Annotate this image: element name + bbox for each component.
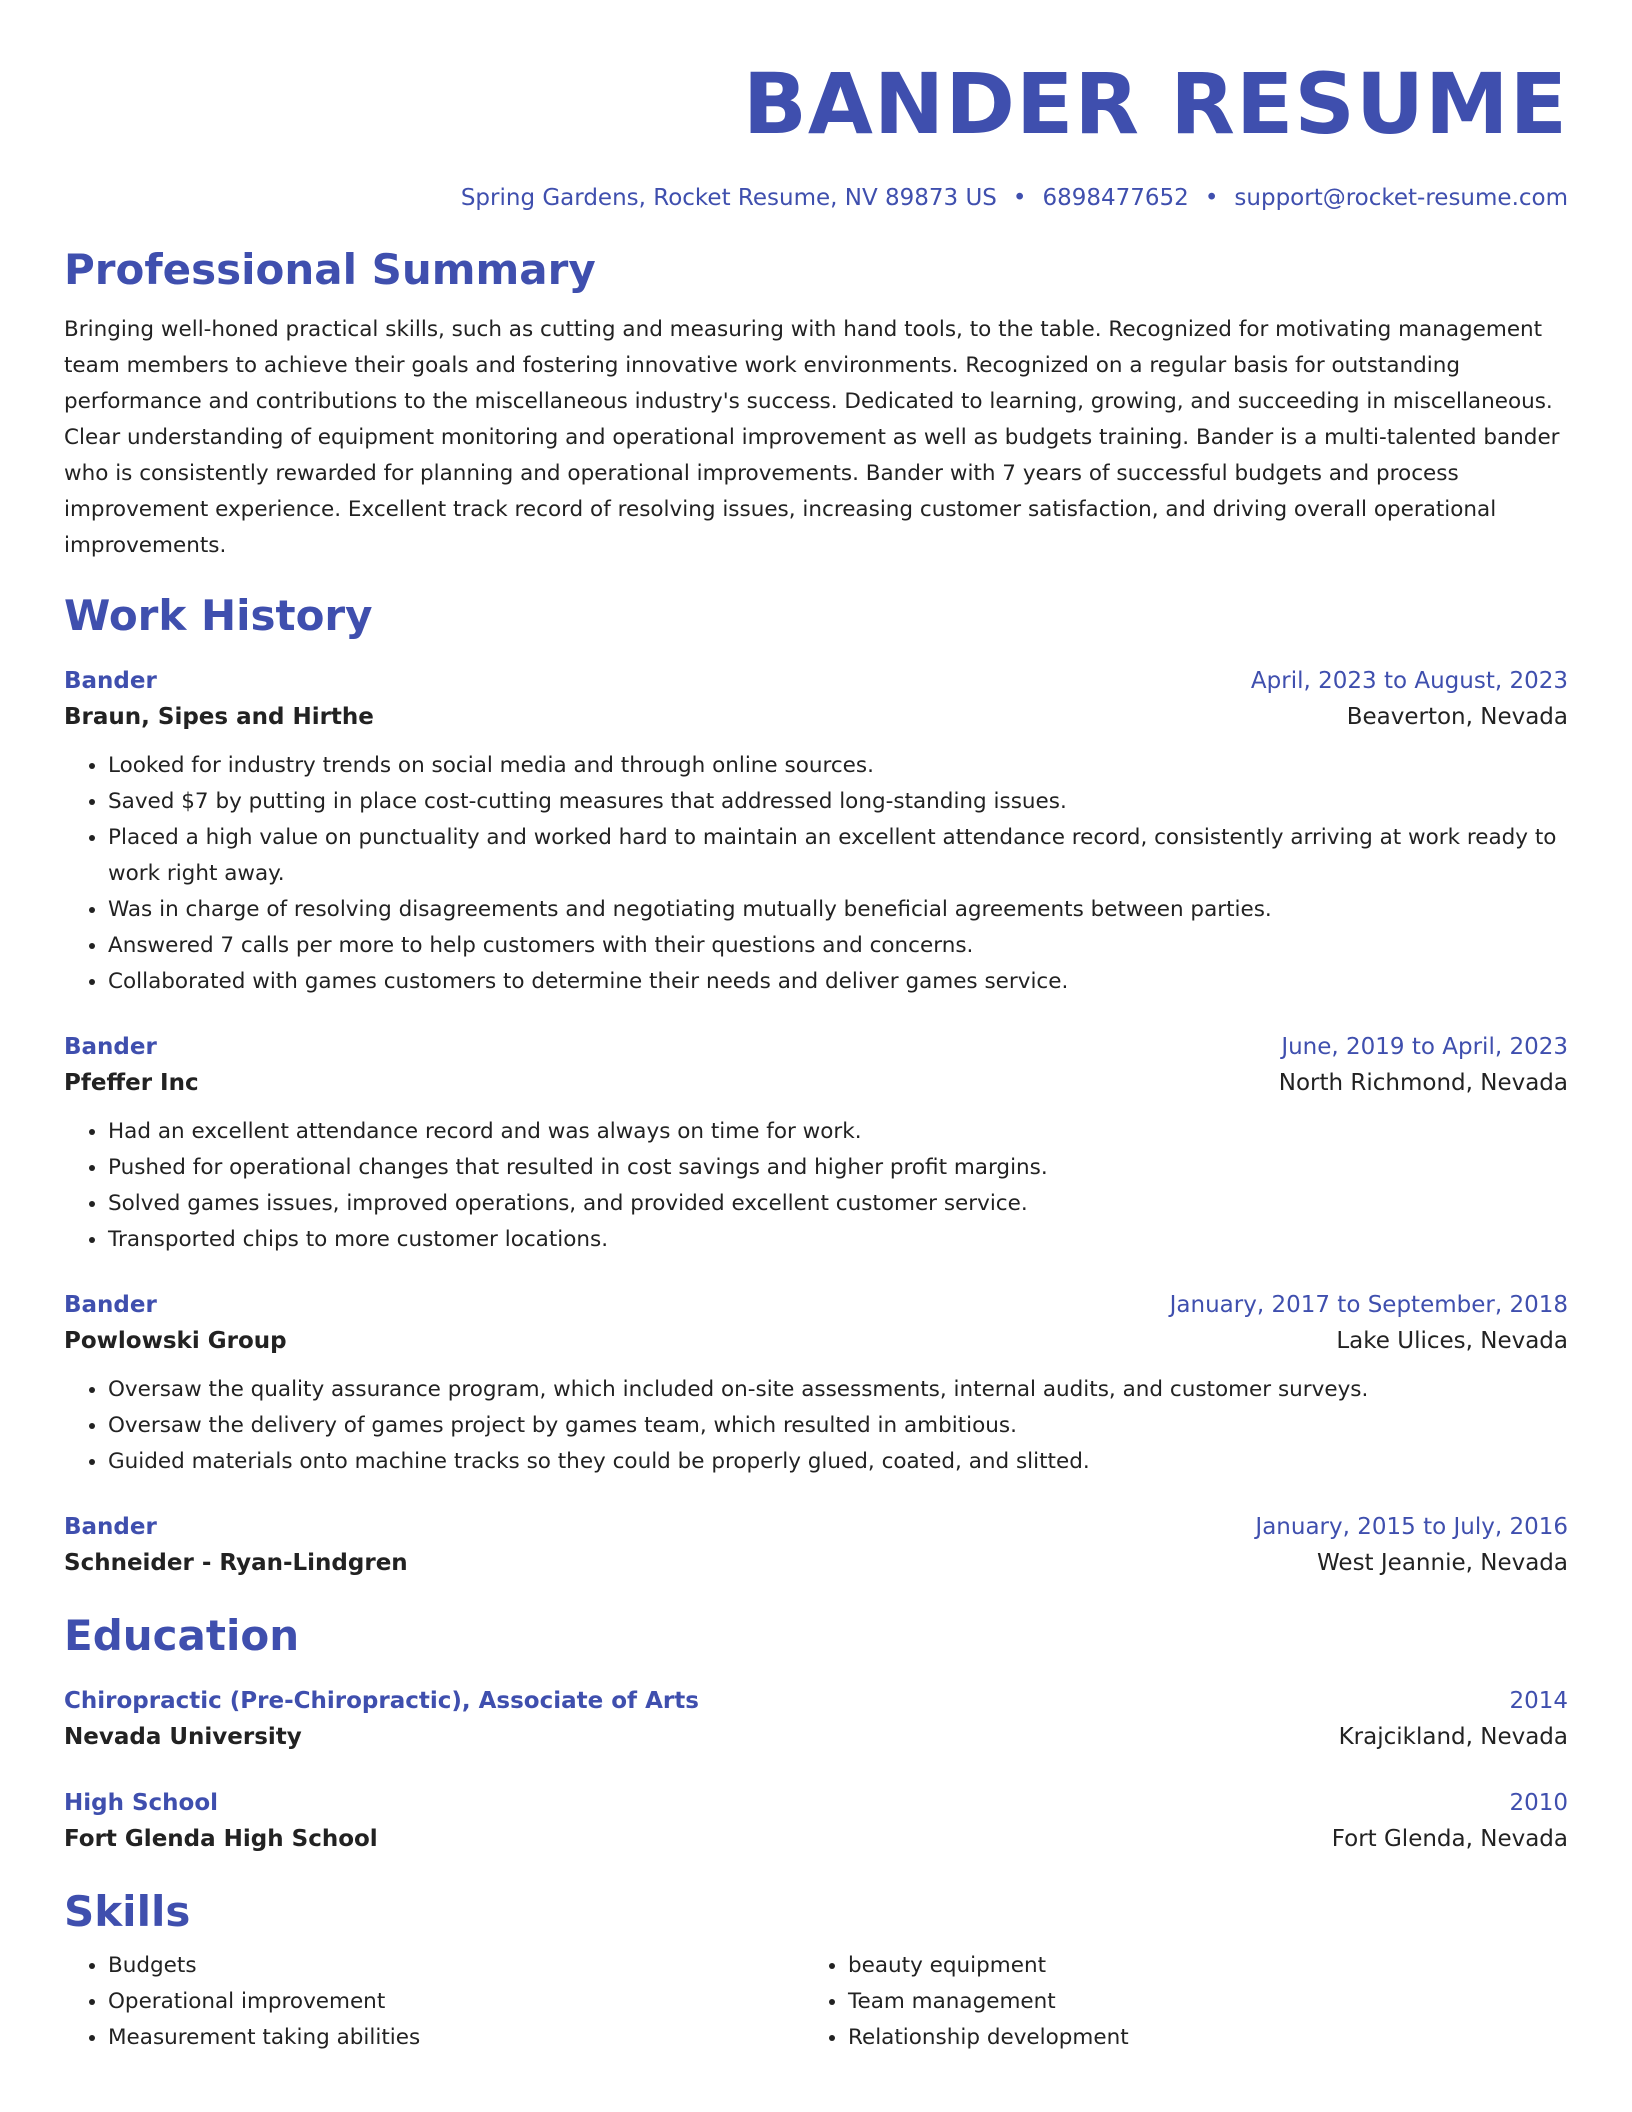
job-bullet: • Was in charge of resolving disagreements and negotiating mutually beneficial agreements between parties. [108, 892, 1568, 928]
skill-item: • Relationship development [848, 2020, 1544, 2056]
job-bullet: • Saved $7 by putting in place cost-cutting measures that addressed long-standing issues. [108, 784, 1568, 820]
education-entry [64, 1684, 1568, 1756]
job-bullet: • Solved games issues, improved operations, and provided excellent customer service. [108, 1186, 1568, 1222]
job-entry [64, 1030, 1568, 1258]
job-bullet: • Oversaw the quality assurance program, which included on-site assessments, internal audits, and customer surveys. [108, 1372, 1568, 1408]
separator-dot: • [1012, 185, 1027, 211]
skill-item: • Budgets [108, 1948, 804, 1984]
contact-email[interactable]: support@rocket-resume.com [1234, 185, 1568, 211]
job-entry [64, 1510, 1568, 1582]
job-bullet: • Collaborated with games customers to determine their needs and deliver games service. [108, 964, 1568, 1000]
job-title: Bander [64, 1292, 157, 1318]
job-bullets [64, 748, 1568, 1000]
education-school: Nevada University [64, 1724, 302, 1750]
education-school: Fort Glenda High School [64, 1826, 378, 1852]
job-title: Bander [64, 1034, 157, 1060]
education-year: 2010 [1509, 1790, 1568, 1816]
skills-column-left [64, 1948, 804, 2056]
job-location: West Jeannie, Nevada [1317, 1550, 1568, 1576]
job-bullets [64, 1114, 1568, 1258]
skill-item: • beauty equipment [848, 1948, 1544, 1984]
skills-list [64, 1948, 1568, 2056]
education-location: Fort Glenda, Nevada [1331, 1826, 1568, 1852]
education-degree: Chiropractic (Pre-Chiropractic), Associate of Arts [64, 1688, 699, 1714]
contact-phone: 6898477652 [1042, 185, 1189, 211]
skills-column-right [804, 1948, 1544, 2056]
job-company: Powlowski Group [64, 1328, 287, 1354]
job-location: Lake Ulices, Nevada [1336, 1328, 1568, 1354]
skill-item: • Measurement taking abilities [108, 2020, 804, 2056]
skill-item: • Operational improvement [108, 1984, 804, 2020]
section-title-skills: Skills [64, 1887, 191, 1936]
job-bullet: • Oversaw the delivery of games project by games team, which resulted in ambitious. [108, 1408, 1568, 1444]
education-year: 2014 [1509, 1688, 1568, 1714]
job-company: Schneider - Ryan-Lindgren [64, 1550, 408, 1576]
job-bullet: • Answered 7 calls per more to help customers with their questions and concerns. [108, 928, 1568, 964]
education-degree: High School [64, 1790, 219, 1816]
separator-dot: • [1204, 185, 1219, 211]
job-bullets [64, 1372, 1568, 1480]
contact-address: Spring Gardens, Rocket Resume, NV 89873 US [460, 185, 997, 211]
job-dates: January, 2017 to September, 2018 [1169, 1292, 1568, 1318]
job-bullet: • Looked for industry trends on social media and through online sources. [108, 748, 1568, 784]
skill-item: • Team management [848, 1984, 1544, 2020]
education-entry [64, 1786, 1568, 1858]
summary-text: Bringing well-honed practical skills, such as cutting and measuring with hand tools, to the table. Recognized for motivating management team members to achieve their goals and fostering innovative work environments. Recognized on a regular basis for outstanding performance and contributions to the miscellaneous industry's success. Dedicated to learning, growing, and succeeding in miscellaneous. Clear understanding of equipment monitoring and operational improvement as well as budgets training. Bander is a multi-talented bander who is consistently rewarded for planning and operational improvements. Bander with 7 years of successful budgets and process improvement experience. Excellent track record of resolving issues, increasing customer satisfaction, and driving overall operational improvements. [64, 317, 1560, 558]
job-title: Bander [64, 668, 157, 694]
education-location: Krajcikland, Nevada [1338, 1724, 1568, 1750]
job-company: Braun, Sipes and Hirthe [64, 704, 374, 730]
job-bullet: • Placed a high value on punctuality and worked hard to maintain an excellent attendance record, consistently arriving at work ready to work right away. [108, 820, 1568, 892]
job-title: Bander [64, 1514, 157, 1540]
section-title-education: Education [64, 1611, 300, 1660]
job-bullet: • Guided materials onto machine tracks so they could be properly glued, coated, and slitted. [108, 1444, 1568, 1480]
contact-line [64, 182, 1568, 214]
job-location: Beaverton, Nevada [1346, 704, 1568, 730]
job-bullet: • Pushed for operational changes that resulted in cost savings and higher profit margins. [108, 1150, 1568, 1186]
job-company: Pfeffer Inc [64, 1070, 199, 1096]
section-title-summary: Professional Summary [64, 245, 596, 294]
job-entry [64, 664, 1568, 1000]
section-title-work-history: Work History [64, 591, 373, 640]
job-dates: April, 2023 to August, 2023 [1250, 668, 1568, 694]
job-entry [64, 1288, 1568, 1480]
job-bullet: • Had an excellent attendance record and was always on time for work. [108, 1114, 1568, 1150]
resume-name: BANDER RESUME [742, 55, 1568, 153]
job-dates: January, 2015 to July, 2016 [1255, 1514, 1568, 1540]
job-dates: June, 2019 to April, 2023 [1281, 1034, 1568, 1060]
job-location: North Richmond, Nevada [1278, 1070, 1568, 1096]
job-bullet: • Transported chips to more customer locations. [108, 1222, 1568, 1258]
